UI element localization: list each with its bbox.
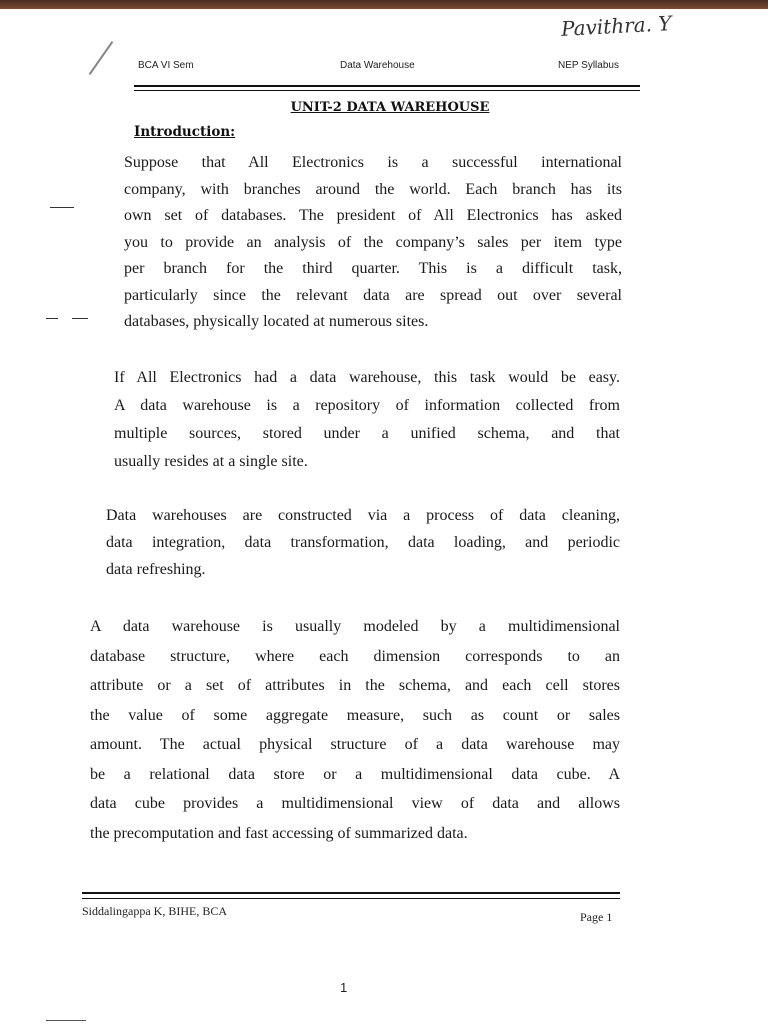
text-line: you to provide an analysis of the company’s sales per item type	[124, 233, 622, 251]
text-line: data cube provides a multidimensional view of data and allows	[90, 795, 620, 812]
paragraph-1	[124, 150, 622, 336]
text-line: database structure, where each dimension corresponds to an	[90, 647, 620, 665]
text-line: be a relational data store or a multidimensional data cube. A	[90, 765, 620, 783]
margin-mark	[72, 318, 88, 319]
margin-mark	[50, 207, 74, 208]
text-line: per branch for the third quarter. This is a difficult task,	[124, 260, 622, 277]
text-line: the precomputation and fast accessing of summarized data.	[90, 824, 468, 842]
footer-rule-thin	[82, 898, 620, 899]
text-line: A data warehouse is a repository of information collected from	[114, 397, 620, 414]
header-syllabus: NEP Syllabus	[558, 60, 619, 71]
margin-mark	[46, 318, 58, 319]
header-course: BCA VI Sem	[138, 60, 194, 71]
text-line: attribute or a set of attributes in the schema, and each cell stores	[90, 677, 620, 694]
text-line: own set of databases. The president of All Electronics has asked	[124, 207, 622, 224]
footer-page-label: Page 1	[580, 910, 613, 924]
paragraph-3	[106, 502, 620, 583]
text-line: databases, physically located at numerous sites.	[124, 313, 429, 330]
section-heading: Introduction:	[134, 124, 236, 140]
text-line: data integration, data transformation, data loading, and periodic	[106, 534, 620, 551]
text-line: Data warehouses are constructed via a process of data cleaning,	[106, 507, 620, 524]
text-line: the value of some aggregate measure, such as count or sales	[90, 706, 620, 724]
scan-top-edge	[0, 0, 768, 9]
scan-mark	[46, 1020, 86, 1021]
header-rule-thin	[134, 90, 640, 91]
text-line: If All Electronics had a data warehouse, this task would be easy.	[114, 369, 620, 386]
pencil-mark	[89, 41, 114, 75]
handwritten-signature: Pavithra. Y	[560, 11, 673, 41]
text-line: particularly since the relevant data are spread out over several	[124, 286, 622, 304]
text-line: amount. The actual physical structure of a data warehouse may	[90, 736, 620, 753]
unit-title: UNIT-2 DATA WAREHOUSE	[290, 100, 490, 115]
text-line: A data warehouse is usually modeled by a multidimensional	[90, 618, 620, 635]
footer-rule-thick	[82, 892, 620, 894]
footer-author: Siddalingappa K, BIHE, BCA	[82, 904, 227, 918]
header-rule-thick	[134, 85, 640, 87]
text-line: multiple sources, stored under a unified schema, and that	[114, 425, 620, 442]
header-subject: Data Warehouse	[340, 60, 415, 71]
text-line: usually resides at a single site.	[114, 453, 308, 470]
paragraph-2	[114, 364, 620, 476]
text-line: Suppose that All Electronics is a successful international	[124, 154, 622, 171]
paragraph-4	[90, 612, 620, 848]
text-line: data refreshing.	[106, 561, 206, 578]
text-line: company, with branches around the world. Each branch has its	[124, 180, 622, 198]
page-number: 1	[340, 980, 348, 995]
